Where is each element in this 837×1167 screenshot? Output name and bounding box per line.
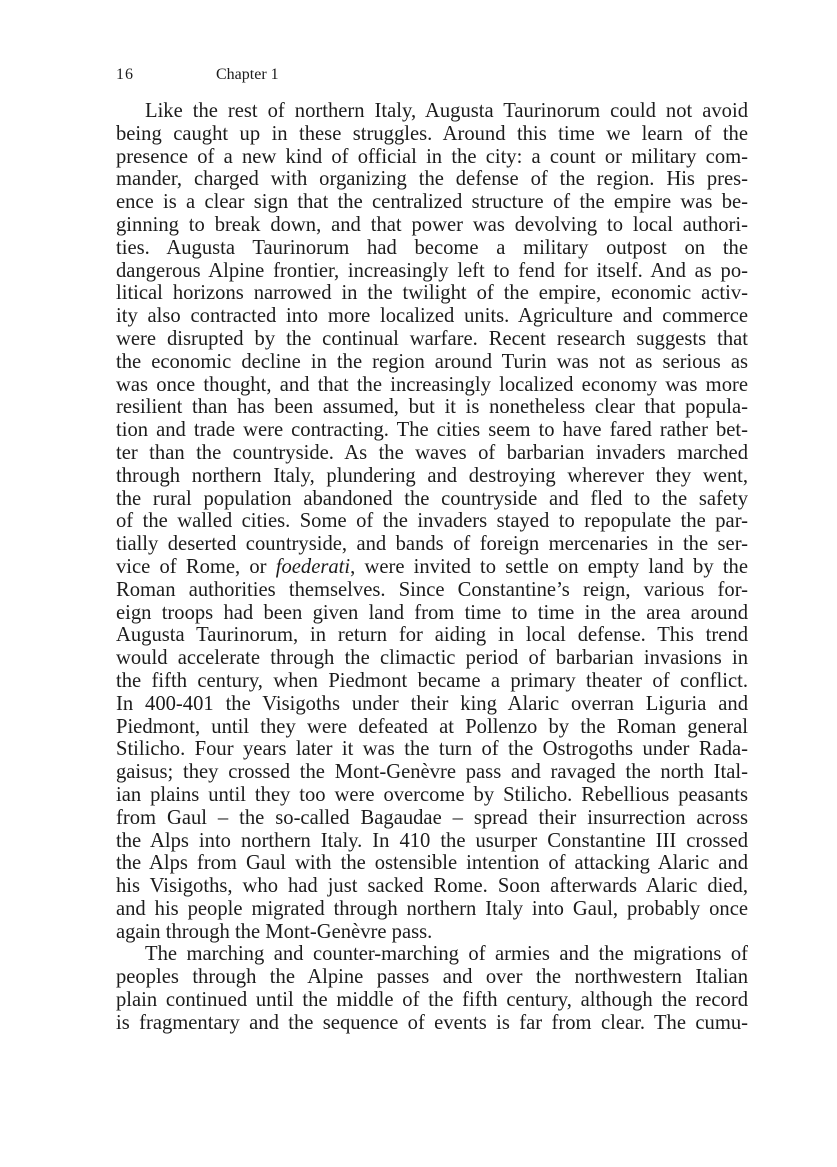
text-line: were disrupted by the continual warfare. Recent research suggests that <box>116 327 748 350</box>
text-line: ter than the countryside. As the waves of barbarian invaders marched <box>116 441 748 464</box>
text-line: tially deserted countryside, and bands of foreign mercenaries in the ser- <box>116 533 748 556</box>
text-line: Stilicho. Four years later it was the turn of the Ostrogoths under Rada- <box>116 738 748 761</box>
text-line: through northern Italy, plundering and destroying wherever they went, <box>116 464 748 487</box>
text-line: is fragmentary and the sequence of events is far from clear. The cumu- <box>116 1011 748 1034</box>
text-line: eign troops had been given land from time to time in the area around <box>116 601 748 624</box>
text-line-with-italic <box>116 556 748 579</box>
text-line: Piedmont, until they were defeated at Pollenzo by the Roman general <box>116 715 748 738</box>
paragraph-2 <box>116 943 748 1034</box>
text-line: his Visigoths, who had just sacked Rome. Soon afterwards Alaric died, <box>116 875 748 898</box>
text-line: litical horizons narrowed in the twilight of the empire, economic activ- <box>116 282 748 305</box>
text-line: and his people migrated through northern Italy into Gaul, probably once <box>116 897 748 920</box>
page-number: 16 <box>116 66 134 83</box>
text-line: presence of a new kind of official in the city: a count or military com- <box>116 145 748 168</box>
text-line: resilient than has been assumed, but it is nonetheless clear that popula- <box>116 396 748 419</box>
paragraph-1 <box>116 100 748 943</box>
text-line: was once thought, and that the increasingly localized economy was more <box>116 373 748 396</box>
line-tail: , were invited to settle on empty land by the <box>350 555 748 578</box>
text-line: again through the Mont-Genèvre pass. <box>116 920 433 943</box>
text-line: the rural population abandoned the countryside and fled to the safety <box>116 487 748 510</box>
text-line: of the walled cities. Some of the invaders stayed to repopulate the par- <box>116 510 748 533</box>
text-line: Roman authorities themselves. Since Constantine’s reign, various for- <box>116 578 748 601</box>
text-line: plain continued until the middle of the fifth century, although the record <box>116 989 748 1012</box>
text-line: being caught up in these struggles. Around this time we learn of the <box>116 122 748 145</box>
text-line: peoples through the Alpine passes and over the northwestern Italian <box>116 966 748 989</box>
text-line: Like the rest of northern Italy, Augusta Taurinorum could not avoid <box>145 100 748 122</box>
text-line: In 400-401 the Visigoths under their king Alaric overran Liguria and <box>116 692 748 715</box>
running-head <box>116 64 279 86</box>
chapter-title: Chapter 1 <box>216 66 279 83</box>
text-line: The marching and counter-marching of armies and the migrations of <box>145 943 748 966</box>
text-line: ginning to break down, and that power was devolving to local authori- <box>116 213 748 236</box>
text-line: ties. Augusta Taurinorum had become a military outpost on the <box>116 236 748 259</box>
text-line: ence is a clear sign that the centralized structure of the empire was be- <box>116 191 748 214</box>
text-line: dangerous Alpine frontier, increasingly left to fend for itself. And as po- <box>116 259 748 282</box>
text-line: gaisus; they crossed the Mont-Genèvre pass and ravaged the north Ital- <box>116 761 748 784</box>
text-line: mander, charged with organizing the defense of the region. His pres- <box>116 168 748 191</box>
body-text <box>116 100 748 1035</box>
text-line: from Gaul – the so-called Bagaudae – spread their insurrection across <box>116 806 748 829</box>
text-line: would accelerate through the climactic period of barbarian invasions in <box>116 647 748 670</box>
text-line: tion and trade were contracting. The cities seem to have fared rather bet- <box>116 419 748 442</box>
text-line: the Alps from Gaul with the ostensible intention of attacking Alaric and <box>116 852 748 875</box>
text-line: the economic decline in the region around Turin was not as serious as <box>116 350 748 373</box>
text-line: the Alps into northern Italy. In 410 the usurper Constantine III crossed <box>116 829 748 852</box>
text-line: ity also contracted into more localized units. Agriculture and commerce <box>116 305 748 328</box>
text-line: the fifth century, when Piedmont became a primary theater of conflict. <box>116 669 748 692</box>
text-line: Augusta Taurinorum, in return for aiding in local defense. This trend <box>116 624 748 647</box>
line-head: vice of Rome, or <box>116 555 276 578</box>
text-line: ian plains until they too were overcome by Stilicho. Rebellious peasants <box>116 783 748 806</box>
italic-term: foederati <box>275 555 351 578</box>
